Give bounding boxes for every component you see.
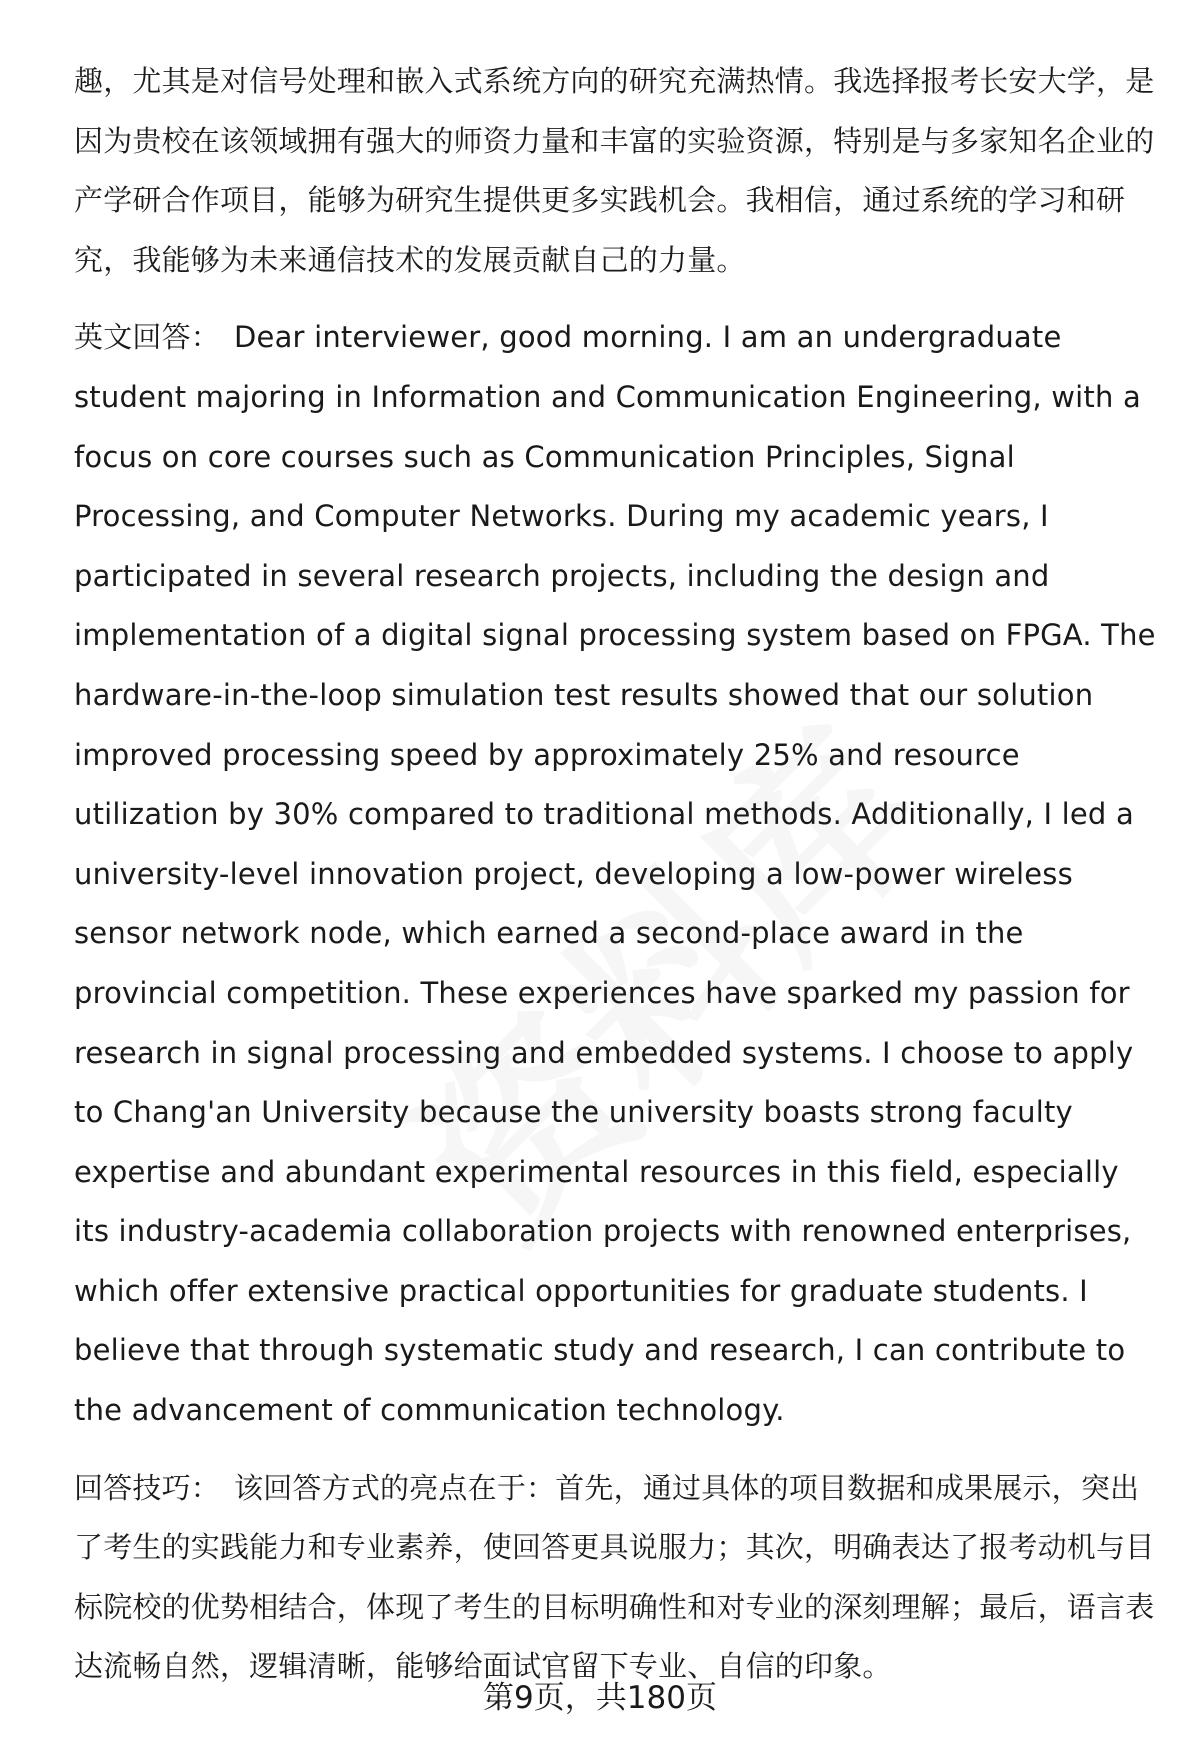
english-answer-text: Dear interviewer, good morning. I am an undergraduate student majoring in Information and Communication Engineering, with a focus on core courses such as Communication Principles, Signal Processing, and Computer Networks. During my academic years, I participated in several research projects, including the design and implementation of a digital signal processing system based on FPGA. The hardware-in-the-loop simulation test results showed that our solution improved processing speed by approximately 25% and resource utilization by 30% compared to traditional methods. Additionally, I led a university-level innovation project, developing a low-power wireless sensor network node, which earned a second-place award in the provincial competition. These experiences have sparked my passion for research in signal processing and embedded systems. I choose to apply to Chang'an University because the university boasts strong faculty expertise and abundant experimental resources in this field, especially its industry-academia collaboration projects with renowned enterprises, which offer extensive practical opportunities for graduate students. I believe that through systematic study and research, I can contribute to the advancement of communication technology.: [74, 320, 1156, 1428]
english-answer-paragraph: [74, 308, 1162, 1440]
page-indicator: 第9页，共180页: [483, 1680, 717, 1716]
answer-tips-text: 该回答方式的亮点在于：首先，通过具体的项目数据和成果展示，突出了考生的实践能力和专业素养，使回答更具说服力；其次，明确表达了报考动机与目标院校的优势相结合，体现了考生的目标明确性和对专业的深刻理解；最后，语言表达流畅自然，逻辑清晰，能够给面试官留下专业、自信的印象。: [74, 1470, 1155, 1684]
intro-continuation-paragraph: 趣，尤其是对信号处理和嵌入式系统方向的研究充满热情。我选择报考长安大学，是因为贵校在该领域拥有强大的师资力量和丰富的实验资源，特别是与多家知名企业的产学研合作项目，能够为研究生提供更多实践机会。我相信，通过系统的学习和研究，我能够为未来通信技术的发展贡献自己的力量。: [74, 64, 1155, 277]
answer-tips-paragraph: [74, 1459, 1162, 1697]
page-content: [74, 52, 1162, 1697]
answer-tips-label: 回答技巧：: [74, 1470, 221, 1505]
english-answer-label: 英文回答：: [74, 320, 221, 355]
